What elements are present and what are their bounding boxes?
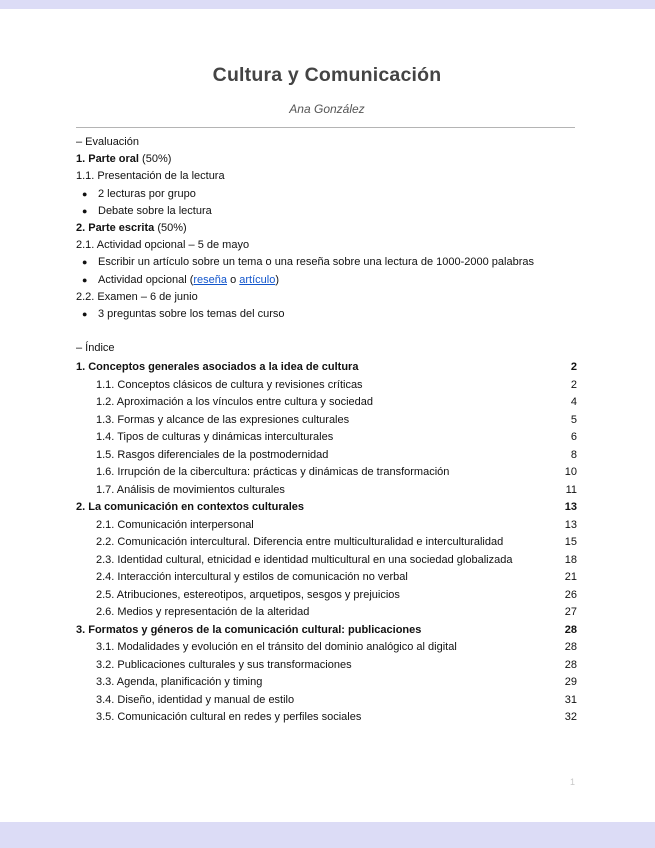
toc-entry[interactable] [76,412,577,430]
list-item-text: Escribir un artículo sobre un tema o una reseña sobre una lectura de 1000-2000 palabras [98,256,534,269]
toc-entry-text: 3.1. Modalidades y evolución en el tránsito del dominio analógico al digital [96,641,457,654]
toc-entry[interactable] [76,377,577,395]
toc-entry-page: 15 [564,536,577,549]
bottom-band [0,822,655,848]
toc-entry[interactable] [76,482,577,500]
toc-entry-page: 13 [564,518,577,531]
written-part [76,220,578,237]
written-subitem-2: 2.2. Examen – 6 de junio [76,290,198,303]
document-author: Ana González [289,102,365,116]
toc-entry[interactable] [76,587,577,605]
toc-entry-text: 3.3. Agenda, planificación y timing [96,676,263,689]
list-item [76,186,578,203]
list-item-text: Debate sobre la lectura [98,204,212,217]
toc-entry[interactable] [76,447,577,465]
oral-part-label: 1. Parte oral [76,153,139,166]
toc-entry-text: 3. Formatos y géneros de la comunicación cultural: publicaciones [76,623,422,636]
toc-entry[interactable] [76,709,577,727]
toc-entry[interactable] [76,464,577,482]
toc-entry-text: 2.4. Interacción intercultural y estilos de comunicación no verbal [96,571,408,584]
toc-entry-text: 2.5. Atribuciones, estereotipos, arquetipos, sesgos y prejuicios [96,588,400,601]
optional-activity-suffix: ) [275,273,280,286]
toc-entry-page: 28 [564,658,577,671]
toc-entry-page: 28 [564,641,577,654]
oral-part [76,151,578,168]
toc-entry[interactable] [76,534,577,552]
index-heading: – Índice [76,342,115,355]
toc-entry-page: 32 [564,711,577,724]
list-item-text: 2 lecturas por grupo [98,187,196,200]
document-title: Cultura y Comunicación [212,64,442,86]
toc-entry-page: 13 [564,501,577,514]
toc-entry-text: 1.5. Rasgos diferenciales de la postmodernidad [96,448,329,461]
list-item [76,306,578,323]
toc-entry[interactable] [76,604,577,622]
toc-entry-page: 28 [564,623,577,636]
toc-entry-text: 1.4. Tipos de culturas y dinámicas interculturales [96,431,334,444]
optional-activity-middle: o [227,273,240,286]
document-page [76,64,578,727]
toc-entry[interactable] [76,394,577,412]
oral-subitem: 1.1. Presentación de la lectura [76,170,225,183]
list-item [76,254,578,271]
bullet-icon: ● [82,257,88,268]
written-part-percent: (50%) [154,221,187,234]
review-link[interactable]: reseña [193,273,228,286]
toc-entry[interactable] [76,552,577,570]
toc-entry-page: 21 [564,571,577,584]
evaluation-heading: – Evaluación [76,136,139,148]
toc-entry[interactable] [76,639,577,657]
oral-part-percent: (50%) [138,153,172,166]
toc-entry-page: 27 [564,606,577,619]
toc-entry-text: 3.5. Comunicación cultural en redes y perfiles sociales [96,711,362,724]
bullet-icon: ● [82,308,88,319]
toc-entry[interactable] [76,517,577,535]
bullet-icon: ● [82,274,88,285]
optional-activity-prefix: Actividad opcional ( [98,273,194,286]
toc-entry[interactable] [76,657,577,675]
toc-entry-text: 2.1. Comunicación interpersonal [96,518,254,531]
toc-entry[interactable] [76,692,577,710]
toc-entry-text: 2.3. Identidad cultural, etnicidad e identidad multicultural en una sociedad globalizada [96,553,513,566]
toc-entry-text: 3.4. Diseño, identidad y manual de estilo [96,693,295,706]
bullet-icon: ● [82,188,88,199]
toc-entry[interactable] [76,674,577,692]
toc-entry-page: 8 [570,448,577,461]
toc-entry-page: 26 [564,588,577,601]
toc-entry[interactable] [76,499,577,517]
top-band [0,0,655,9]
article-link[interactable]: artículo [239,273,276,286]
toc-entry-text: 2.2. Comunicación intercultural. Diferencia entre multiculturalidad e interculturalidad [96,536,504,549]
list-item [76,272,578,289]
toc-entry-page: 11 [565,483,577,496]
toc-entry-page: 2 [570,361,577,374]
toc-entry-page: 2 [570,378,577,391]
written-part-label: 2. Parte escrita [76,221,155,234]
toc-entry-page: 10 [564,466,577,479]
toc-entry-text: 1.3. Formas y alcance de las expresiones culturales [96,413,350,426]
toc-entry-page: 18 [564,553,577,566]
toc-entry-text: 3.2. Publicaciones culturales y sus transformaciones [96,658,352,671]
toc-entry-page: 31 [564,693,577,706]
table-of-contents [76,359,578,727]
toc-entry[interactable] [76,622,577,640]
toc-entry-text: 1.7. Análisis de movimientos culturales [96,483,285,496]
toc-entry-text: 1. Conceptos generales asociados a la idea de cultura [76,361,359,374]
toc-entry-text: 1.2. Aproximación a los vínculos entre cultura y sociedad [96,396,373,409]
toc-entry-text: 1.6. Irrupción de la cibercultura: prácticas y dinámicas de transformación [96,466,450,479]
toc-entry-page: 5 [570,413,577,426]
list-item [76,203,578,220]
toc-entry[interactable] [76,569,577,587]
toc-entry-page: 29 [564,676,577,689]
toc-entry[interactable] [76,359,577,377]
bullet-icon: ● [82,205,88,216]
toc-entry-text: 2. La comunicación en contextos culturales [76,501,305,514]
toc-entry-text: 1.1. Conceptos clásicos de cultura y revisiones críticas [96,378,363,391]
written-subitem-1: 2.1. Actividad opcional – 5 de mayo [76,239,250,252]
list-item-text: 3 preguntas sobre los temas del curso [98,307,285,320]
toc-entry[interactable] [76,429,577,447]
toc-entry-page: 6 [570,431,577,444]
page-number: 1 [570,777,576,787]
toc-entry-text: 2.6. Medios y representación de la alteridad [96,606,310,619]
toc-entry-page: 4 [570,396,577,409]
